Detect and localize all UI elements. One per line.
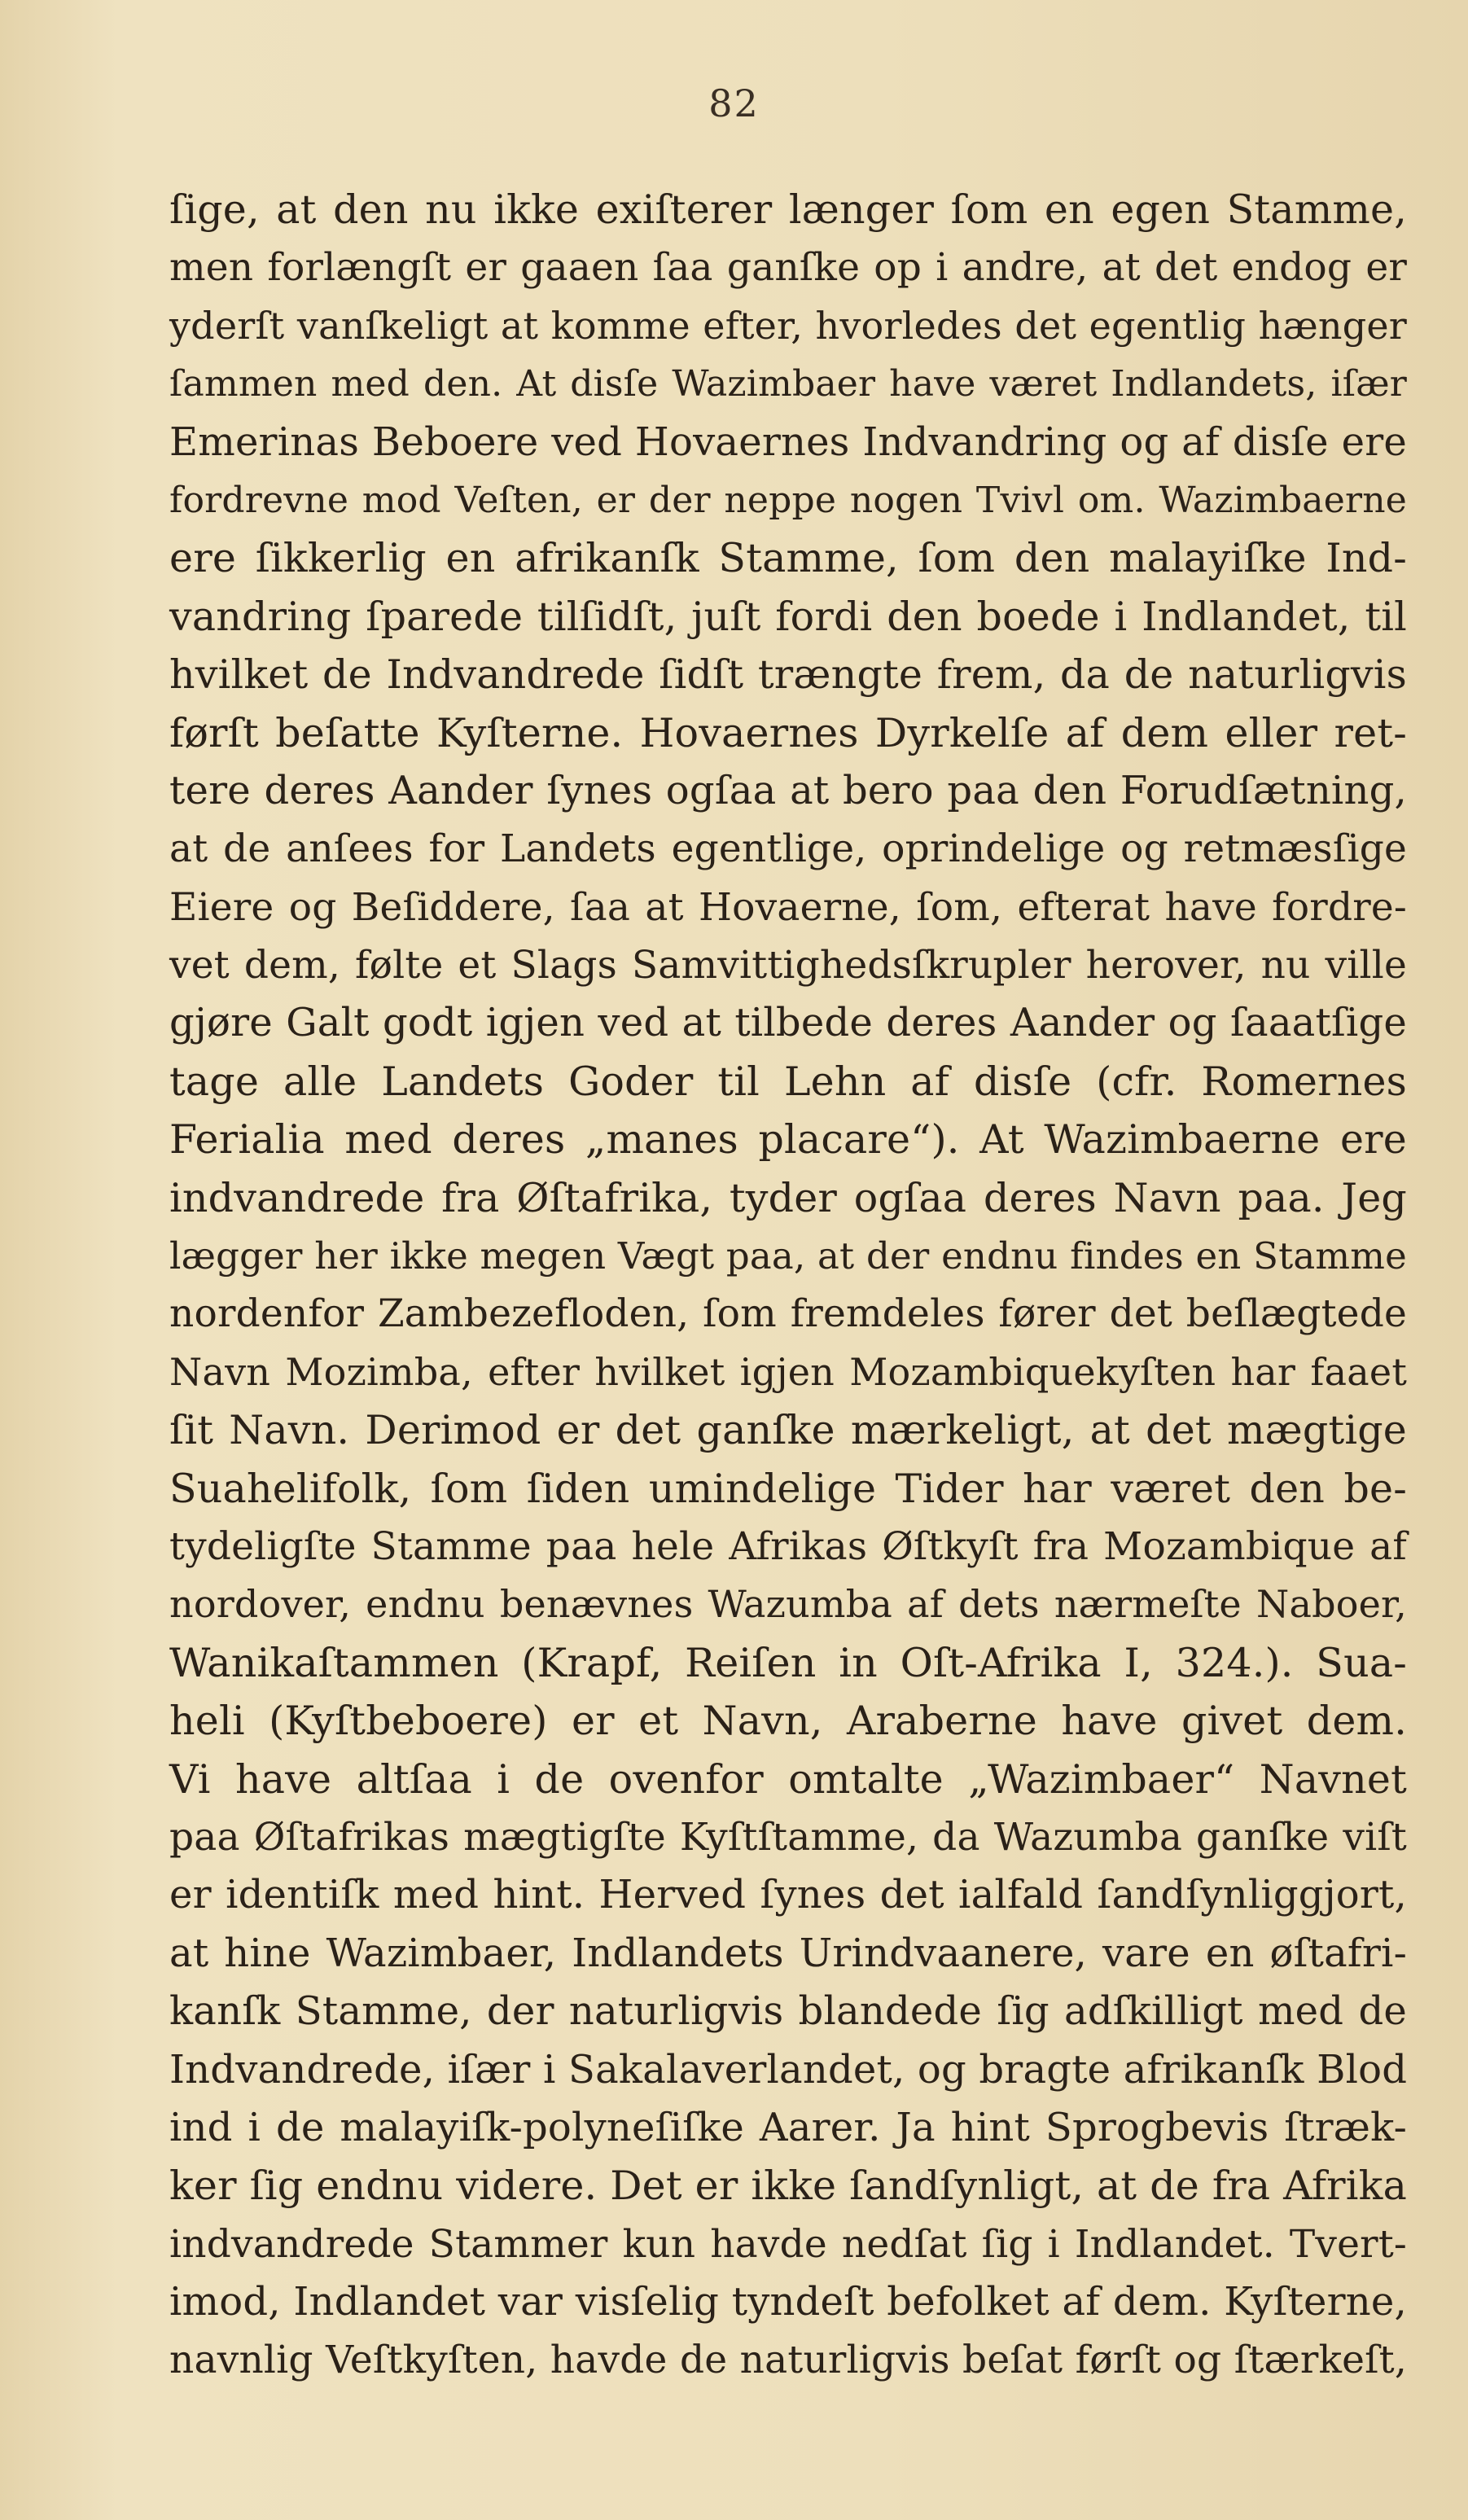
text-line: hvilket de Indvandrede ſidſt trængte frem, da de naturligvis xyxy=(169,651,1407,699)
text-line: Navn Mozimba, efter hvilket igjen Mozambiquekyſten har faaet xyxy=(169,1349,1407,1394)
text-line: tydeligſte Stamme paa hele Afrikas Øſtkyſt fra Mozambique af xyxy=(169,1523,1407,1569)
text-line: ker ſig endnu videre. Det er ikke ſandſynligt, at de fra Afrika xyxy=(169,2163,1407,2210)
text-line: nordenfor Zambezefloden, ſom fremdeles fører det beſlægtede xyxy=(169,1291,1407,1337)
text-line: Ferialia med deres „manes placare“). At Wazimbaerne ere xyxy=(169,1116,1407,1164)
text-line: ind i de malayiſk-polyneſiſke Aarer. Ja hint Sprogbevis ſtræk- xyxy=(169,2104,1407,2150)
text-line: Suahelifolk, ſom ſiden umindelige Tider har været den be- xyxy=(169,1465,1407,1512)
text-line: indvandrede Stammer kun havde nedſat ſig i Indlandet. Tvert- xyxy=(169,2221,1407,2267)
text-line: fordrevne mod Veſten, er der neppe nogen Tvivl om. Wazimbaerne xyxy=(169,479,1407,521)
text-line: ſit Navn. Derimod er det ganſke mærkeligt, at det mægtige xyxy=(169,1407,1407,1454)
text-line: lægger her ikke megen Vægt paa, at der endnu findes en Stamme xyxy=(169,1234,1407,1278)
text-line: ſammen med den. At disſe Wazimbaer have været Indlandets, iſær xyxy=(169,363,1407,405)
text-line: førſt beſatte Kyſterne. Hovaernes Dyrkelſe af dem eller ret- xyxy=(169,709,1407,756)
text-line: ſige, at den nu ikke exiſterer længer ſom en egen Stamme, xyxy=(169,186,1407,233)
text-line: vet dem, følte et Slags Samvittighedsſkrupler herover, nu ville xyxy=(169,943,1407,988)
body-text xyxy=(169,181,1407,2390)
text-line: Eiere og Beſiddere, ſaa at Hovaerne, ſom, efterat have fordre- xyxy=(169,884,1407,930)
text-line: at de anſees for Landets egentlige, oprindelige og retmæsſige xyxy=(169,826,1407,872)
text-line: Emerinas Beboere ved Hovaernes Indvandring og af disſe ere xyxy=(169,419,1407,465)
text-line: heli (Kyſtbeboere) er et Navn, Araberne have givet dem. xyxy=(169,1698,1407,1745)
text-line: ere ſikkerlig en afrikanſk Stamme, ſom den malayiſke Ind- xyxy=(169,535,1407,582)
text-line: navnlig Veſtkyſten, havde de naturligvis beſat førſt og ſtærkeſt, xyxy=(169,2338,1407,2383)
text-line: tage alle Landets Goder til Lehn af disſe (cfr. Romernes xyxy=(169,1058,1407,1105)
text-line: Indvandrede, iſær i Sakalaverlandet, og bragte afrikanſk Blod xyxy=(169,2046,1408,2093)
text-line: tere deres Aander ſynes ogſaa at bero paa den Forudſætning, xyxy=(169,767,1407,813)
text-line: er identiſk med hint. Herved ſynes det ialfald ſandſynliggjort, xyxy=(169,1872,1407,1918)
text-line: Vi have altſaa i de ovenfor omtalte „Wazimbaer“ Navnet xyxy=(169,1755,1407,1803)
text-line: gjøre Galt godt igjen ved at tilbede deres Aander og ſaaatſige xyxy=(169,1000,1407,1046)
text-line: paa Øſtafrikas mægtigſte Kyſtſtamme, da Wazumba ganſke viſt xyxy=(169,1814,1407,1860)
text-line: Wanikaſtammen (Krapf, Reiſen in Oſt-Afrika I, 324.). Sua- xyxy=(169,1639,1407,1686)
text-line: kanſk Stamme, der naturligvis blandede ſig adſkilligt med de xyxy=(169,1988,1407,2035)
text-line: imod, Indlandet var visſelig tyndeſt befolket af dem. Kyſterne, xyxy=(169,2279,1407,2325)
text-line: vandring ſparede tilſidſt, juſt fordi den boede i Indlandet, til xyxy=(169,593,1407,640)
text-line: yderſt vanſkeligt at komme efter, hvorledes det egentlig hænger xyxy=(169,303,1407,348)
text-line: indvandrede fra Øſtafrika, tyder ogſaa deres Navn paa. Jeg xyxy=(169,1174,1407,1221)
text-line: nordover, endnu benævnes Wazumba af dets nærmeſte Naboer, xyxy=(169,1582,1407,1627)
page-number: 82 xyxy=(708,81,760,125)
text-line: men forlængſt er gaaen ſaa ganſke op i andre, at det endog er xyxy=(169,245,1407,291)
text-line: at hine Wazimbaer, Indlandets Urindvaanere, vare en øſtafri- xyxy=(169,1930,1407,1976)
